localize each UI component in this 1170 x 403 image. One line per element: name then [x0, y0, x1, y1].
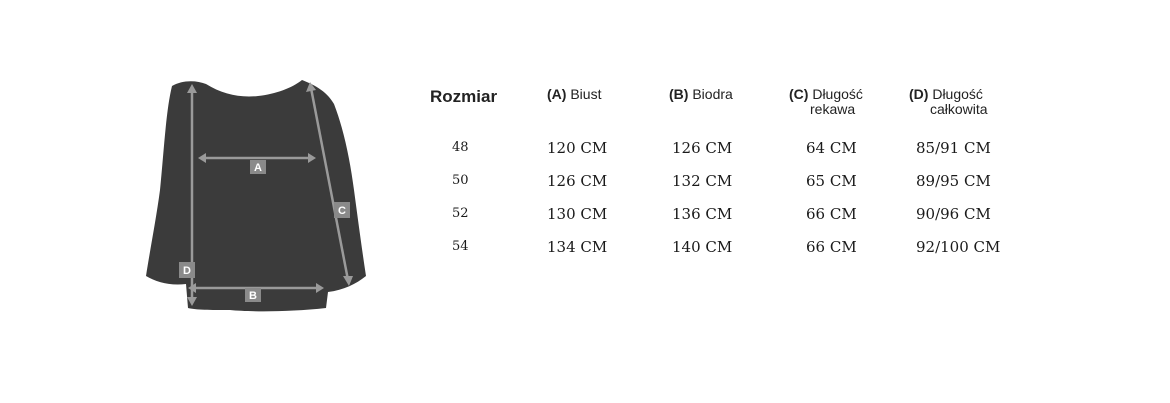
- row-52-size: 52: [452, 206, 469, 221]
- label-d: D: [183, 265, 191, 277]
- header-c-key: (C): [789, 86, 809, 102]
- label-a: A: [254, 162, 262, 174]
- header-b-label: Biodra: [692, 86, 733, 102]
- row-54-d: 92/100 CM: [916, 238, 1001, 256]
- label-c: C: [338, 205, 346, 217]
- header-c-label: Długość: [812, 86, 863, 102]
- header-a: [547, 87, 601, 102]
- row-54-b: 140 CM: [672, 238, 733, 256]
- row-54-c: 66 CM: [806, 238, 857, 256]
- row-48-d: 85/91 CM: [916, 139, 991, 157]
- header-d-label: Długość: [932, 86, 983, 102]
- header-b-key: (B): [669, 86, 689, 102]
- row-50-d: 89/95 CM: [916, 172, 991, 190]
- row-54-size: 54: [452, 239, 469, 254]
- row-48-a: 120 CM: [547, 139, 608, 157]
- row-48-b: 126 CM: [672, 139, 733, 157]
- header-b: [669, 87, 733, 102]
- row-50-c: 65 CM: [806, 172, 857, 190]
- header-d-key: (D): [909, 86, 929, 102]
- header-d: [909, 87, 988, 117]
- row-52-b: 136 CM: [672, 205, 733, 223]
- row-50-a: 126 CM: [547, 172, 608, 190]
- size-column-header: Rozmiar: [430, 87, 498, 106]
- row-52-d: 90/96 CM: [916, 205, 991, 223]
- label-b: B: [249, 290, 257, 302]
- header-c-label-2: rekawa: [810, 101, 856, 117]
- header-a-label: Biust: [570, 86, 602, 102]
- row-54-a: 134 CM: [547, 238, 608, 256]
- header-a-key: (A): [547, 86, 567, 102]
- row-50-b: 132 CM: [672, 172, 733, 190]
- row-50-size: 50: [452, 173, 469, 188]
- row-52-c: 66 CM: [806, 205, 857, 223]
- row-48-size: 48: [452, 140, 469, 155]
- row-52-a: 130 CM: [547, 205, 608, 223]
- header-c: [789, 87, 863, 117]
- header-d-label-2: całkowita: [930, 101, 988, 117]
- row-48-c: 64 CM: [806, 139, 857, 157]
